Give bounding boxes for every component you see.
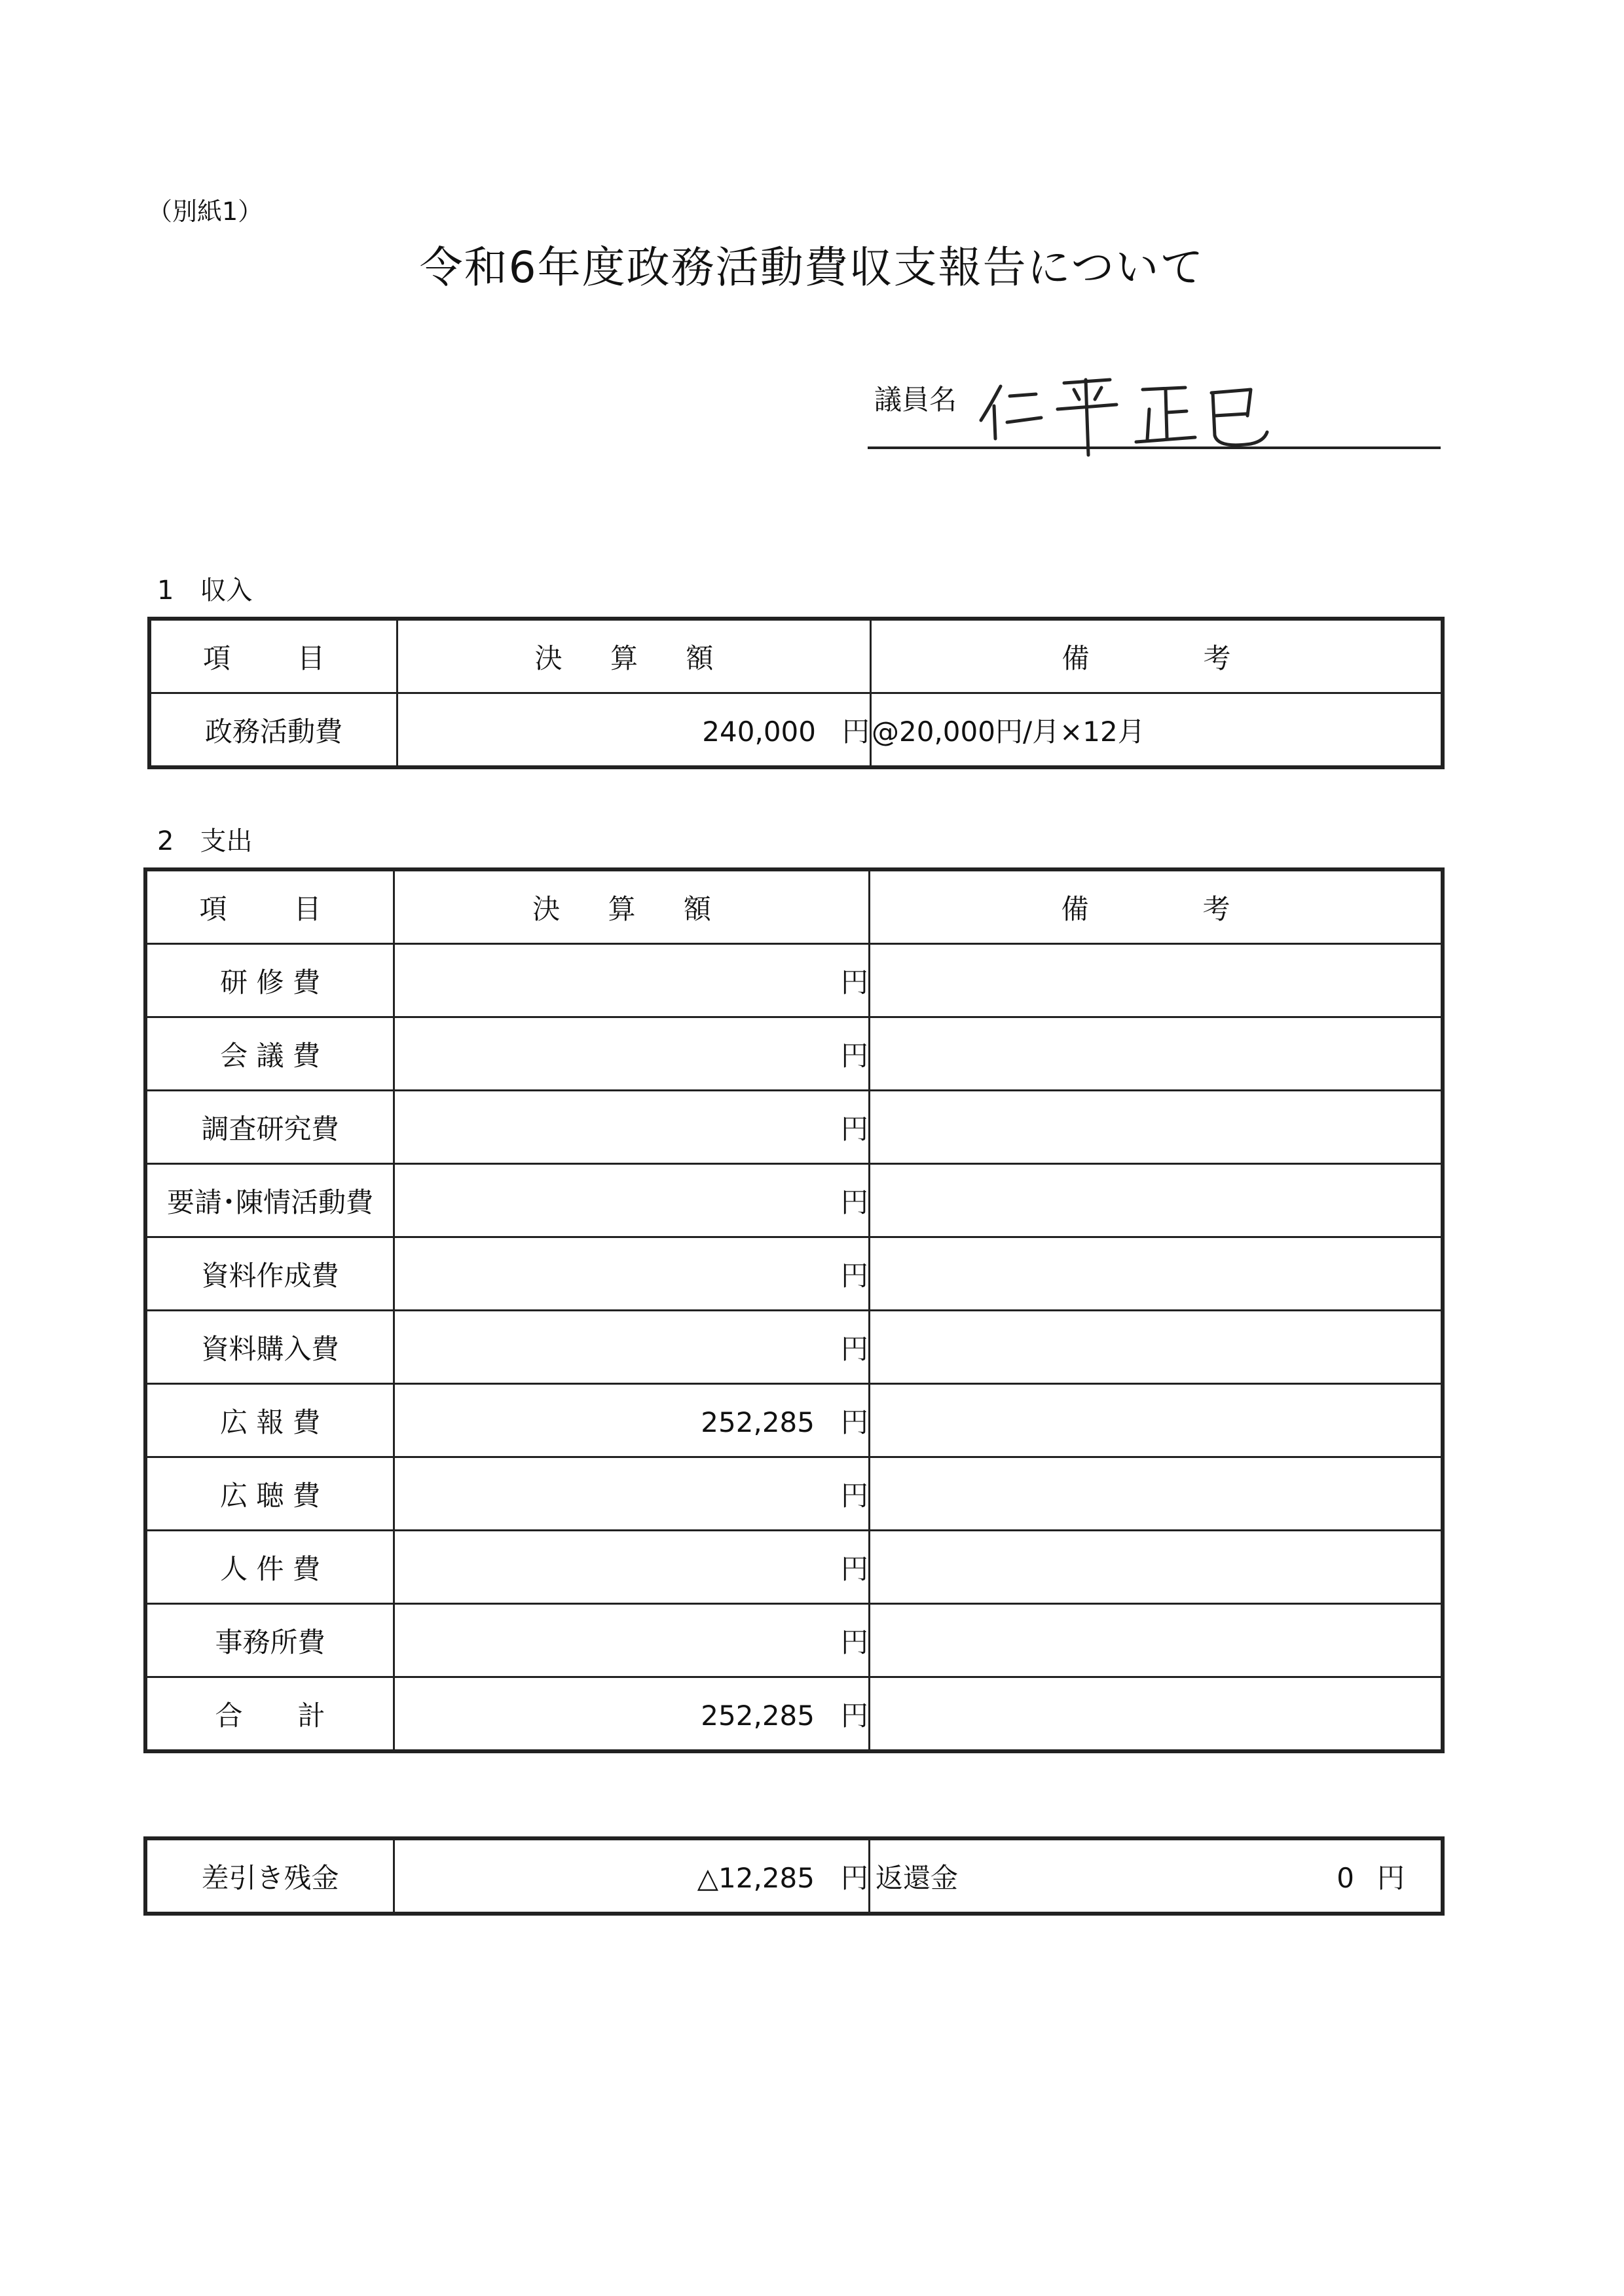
table-row [147, 1457, 1442, 1531]
item-cell: 事務所費 [147, 1604, 394, 1677]
document-title: 令和6年度政務活動費収支報告について [419, 242, 1205, 293]
header-amount: 決 算 額 [397, 620, 871, 693]
amount-cell [394, 1604, 870, 1677]
table-header-row [151, 620, 1442, 693]
table-row [147, 1604, 1442, 1677]
balance-row [147, 1840, 1442, 1913]
expenditure-table [145, 869, 1443, 1751]
amount-cell [394, 1237, 870, 1311]
amount-cell [394, 1017, 870, 1091]
amount-cell [394, 944, 870, 1017]
item-cell: 資料購入費 [147, 1311, 394, 1384]
amount-value: 252,285 [701, 1699, 815, 1732]
note-cell [870, 1677, 1442, 1751]
table-row [147, 1091, 1442, 1164]
note-cell [870, 1384, 1442, 1457]
table-row [147, 1384, 1442, 1457]
amount-cell [394, 1457, 870, 1531]
yen-unit: 円 [841, 715, 870, 748]
yen-unit: 円 [840, 1861, 868, 1894]
table-row [147, 1677, 1442, 1751]
yen-unit: 円 [840, 1626, 868, 1658]
table-row [147, 1237, 1442, 1311]
note-cell [870, 1237, 1442, 1311]
header-amount: 決 算 額 [394, 871, 870, 944]
item-cell: 人 件 費 [147, 1531, 394, 1604]
balance-label: 差引き残金 [147, 1840, 394, 1913]
handwritten-signature [976, 360, 1290, 471]
header-note: 備 考 [871, 620, 1442, 693]
income-table [149, 619, 1443, 767]
balance-amount-cell [394, 1840, 870, 1913]
header-note: 備 考 [870, 871, 1442, 944]
item-cell: 資料作成費 [147, 1237, 394, 1311]
item-cell: 調査研究費 [147, 1091, 394, 1164]
refund-amount: 0 [1337, 1861, 1354, 1894]
refund-amount-wrap [1337, 1857, 1405, 1896]
note-cell [870, 1017, 1442, 1091]
yen-unit: 円 [840, 1406, 868, 1438]
yen-unit: 円 [840, 966, 868, 998]
amount-cell [394, 1677, 870, 1751]
table-row [147, 1531, 1442, 1604]
yen-unit: 円 [840, 1479, 868, 1512]
table-row [147, 1311, 1442, 1384]
table-row [147, 944, 1442, 1017]
attachment-label: （別紙1） [147, 197, 263, 226]
yen-unit: 円 [840, 1699, 868, 1732]
note-cell [870, 1311, 1442, 1384]
yen-unit: 円 [840, 1259, 868, 1292]
amount-value: 252,285 [701, 1406, 815, 1438]
yen-unit: 円 [840, 1186, 868, 1218]
item-cell: 会 議 費 [147, 1017, 394, 1091]
amount-cell [397, 693, 871, 767]
amount-cell [394, 1164, 870, 1237]
item-cell: 合 計 [147, 1677, 394, 1751]
amount-value: 240,000 [702, 715, 816, 748]
item-cell: 政務活動費 [151, 693, 397, 767]
yen-unit: 円 [840, 1039, 868, 1072]
amount-cell [394, 1531, 870, 1604]
note-cell [870, 1457, 1442, 1531]
amount-cell [394, 1311, 870, 1384]
amount-cell [394, 1384, 870, 1457]
expenditure-section-heading: 2 支出 [157, 826, 253, 856]
yen-unit: 円 [1376, 1861, 1405, 1894]
refund-label: 返還金 [876, 1861, 959, 1894]
table-row [147, 1164, 1442, 1237]
item-cell: 広 報 費 [147, 1384, 394, 1457]
yen-unit: 円 [840, 1112, 868, 1145]
item-cell: 広 聴 費 [147, 1457, 394, 1531]
member-name-label: 議員名 [874, 384, 957, 416]
note-cell [870, 944, 1442, 1017]
table-header-row [147, 871, 1442, 944]
note-cell [870, 1604, 1442, 1677]
note-cell [870, 1091, 1442, 1164]
income-section-heading: 1 収入 [157, 575, 253, 606]
note-cell [870, 1531, 1442, 1604]
balance-amount: △12,285 [697, 1861, 815, 1894]
refund-cell [870, 1840, 1442, 1913]
table-row [147, 1017, 1442, 1091]
item-cell: 研 修 費 [147, 944, 394, 1017]
table-row [151, 693, 1442, 767]
amount-cell [394, 1091, 870, 1164]
header-item: 項 目 [147, 871, 394, 944]
yen-unit: 円 [840, 1552, 868, 1585]
header-item: 項 目 [151, 620, 397, 693]
balance-table [145, 1838, 1443, 1914]
signature-line [868, 446, 1441, 449]
yen-unit: 円 [840, 1332, 868, 1365]
item-cell: 要請･陳情活動費 [147, 1164, 394, 1237]
note-cell [870, 1164, 1442, 1237]
note-cell: @20,000円/月×12月 [871, 693, 1442, 767]
